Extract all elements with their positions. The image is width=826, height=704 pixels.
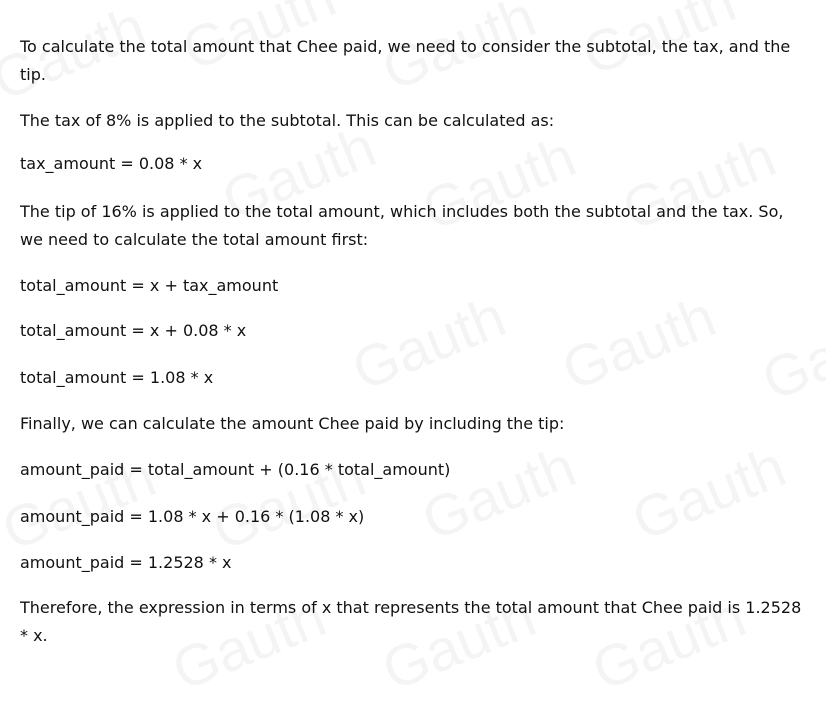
- watermark: [413, 433, 585, 554]
- total-equation-2: total_amount = x + 0.08 * x: [20, 321, 247, 340]
- watermark: [553, 283, 725, 404]
- tax-equation: tax_amount = 0.08 * x: [20, 154, 203, 173]
- watermark: [623, 433, 795, 554]
- watermark: [343, 283, 515, 404]
- paid-equation-2: amount_paid = 1.08 * x + 0.16 * (1.08 * x): [20, 507, 365, 526]
- watermark: [753, 293, 826, 414]
- tax-explanation: The tax of 8% is applied to the subtotal. This can be calculated as:: [20, 111, 555, 130]
- tip-explanation: The tip of 16% is applied to the total amount, which includes both the subtotal and the tax. So, we need to calculate the total amount first:: [20, 202, 784, 249]
- total-equation-3: total_amount = 1.08 * x: [20, 368, 214, 387]
- intro-paragraph: To calculate the total amount that Chee paid, we need to consider the subtotal, the tax, and the tip.: [20, 37, 791, 84]
- paid-equation-3: amount_paid = 1.2528 * x: [20, 553, 232, 572]
- tip-intro: Finally, we can calculate the amount Chee paid by including the tip:: [20, 414, 565, 433]
- paid-equation-1: amount_paid = total_amount + (0.16 * total_amount): [20, 460, 451, 479]
- conclusion-paragraph: Therefore, the expression in terms of x that represents the total amount that Chee paid is 1.2528 * x.: [20, 598, 802, 645]
- total-equation-1: total_amount = x + tax_amount: [20, 276, 279, 295]
